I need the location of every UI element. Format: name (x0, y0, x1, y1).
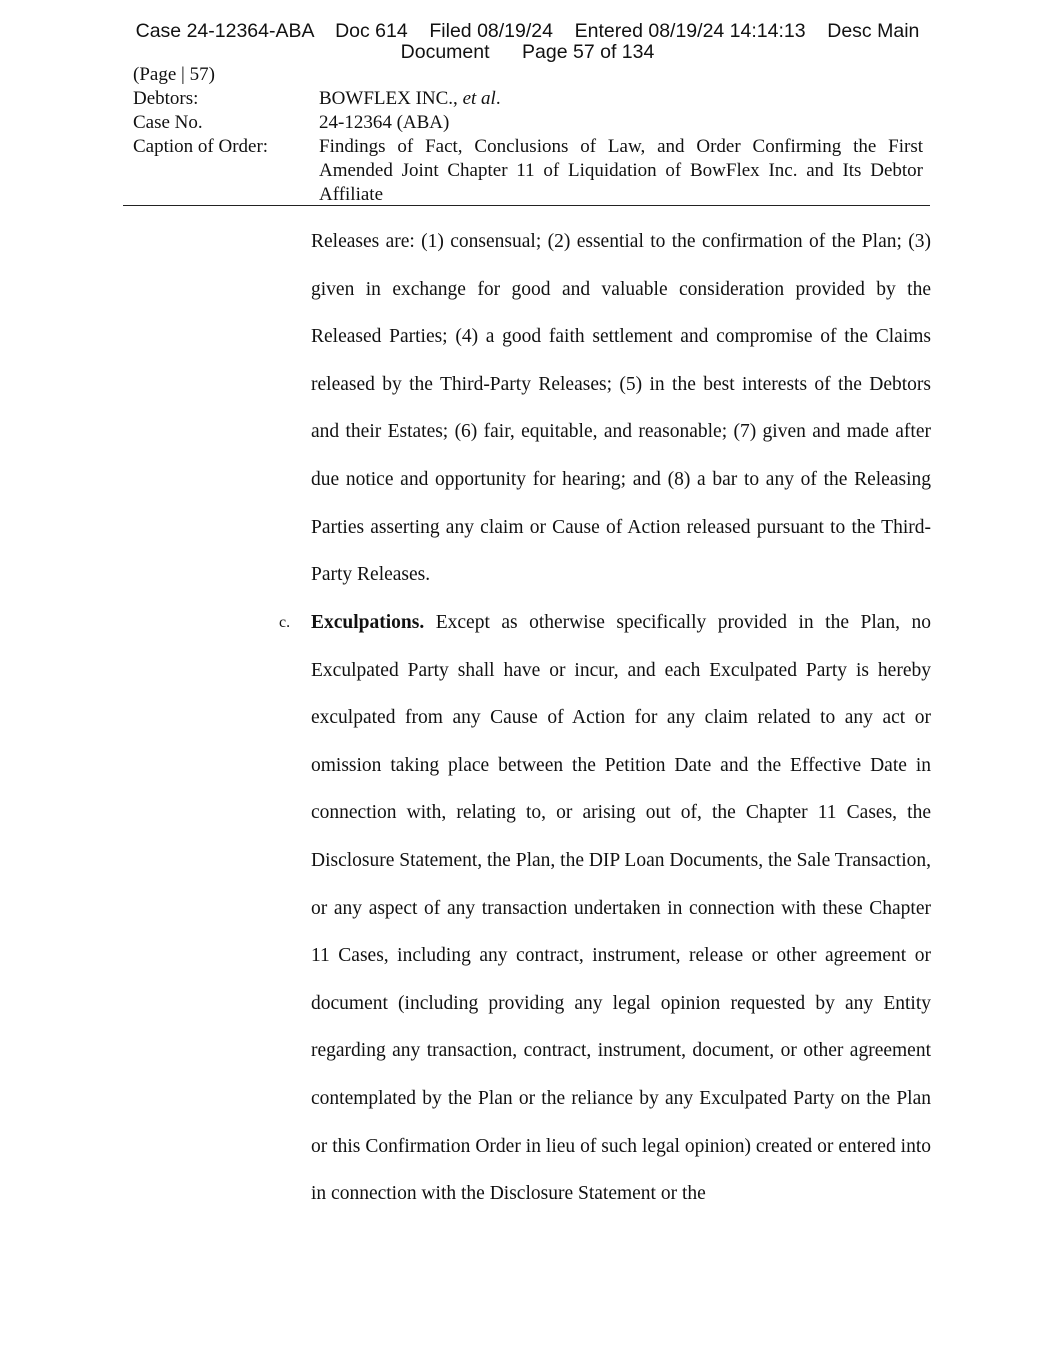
debtors-name: BOWFLEX INC., (319, 88, 463, 109)
debtors-label: Debtors: (133, 88, 199, 109)
caption-divider (123, 205, 930, 206)
caption-debtors-row (133, 87, 923, 111)
exculpations-text: Except as otherwise specifically provided in the Plan, no Exculpated Party shall have or incur, and each Exculpated Party is hereby exculpated from any Cause of Action for any claim related to any act or omission taking place between the Petition Date and the Effective Date in connection with, relating to, or arising out of, the Chapter 11 Cases, the Disclosure Statement, the Plan, the DIP Loan Documents, the Sale Transaction, or any aspect of any transaction undertaken in connection with these Chapter 11 Cases, including any contract, instrument, release or other agreement or document (including providing any legal opinion requested by any Entity regarding any transaction, contract, instrument, document, or other agreement contemplated by the Plan or the reliance by any Exculpated Party on the Plan or this Confirmation Order in lieu of such legal opinion) created or entered into in connection with the Disclosure Statement or the (311, 612, 931, 1205)
filing-stamp-line2: Document Page 57 of 134 (400, 41, 655, 63)
filing-stamp-line1: Case 24-12364-ABA Doc 614 Filed 08/19/24 Entered 08/19/24 14:14:13 Desc Main (135, 20, 920, 42)
debtors-value (319, 87, 923, 111)
item-c-letter: c. (279, 614, 291, 631)
caption-page-ref: (Page | 57) (133, 64, 215, 85)
case-number-value: 24-12364 (ABA) (319, 112, 450, 133)
case-caption (133, 63, 923, 207)
exculpations-paragraph (311, 599, 931, 1218)
debtors-etal: et al (462, 88, 496, 109)
caption-case-row (133, 111, 923, 135)
case-number-label: Case No. (133, 112, 203, 133)
exculpations-heading: Exculpations. (311, 612, 425, 633)
order-caption-label: Caption of Order: (133, 136, 269, 157)
caption-order-row (133, 135, 923, 207)
caption-page-row (133, 63, 923, 87)
order-caption-value: Findings of Fact, Conclusions of Law, and Order Confirming the First Amended Joint Chapter 11 of Liquidation of BowFlex Inc. and Its Debtor Affiliate (319, 136, 923, 205)
debtors-period: . (495, 88, 501, 109)
releases-paragraph: Releases are: (1) consensual; (2) essential to the confirmation of the Plan; (3) given in exchange for good and valuable consideration provided by the Released Parties; (4) a good faith settlement and compromise of the Claims released by the Third-Party Releases; (5) in the best interests of the Debtors and their Estates; (6) fair, equitable, and reasonable; (7) given and made after due notice and opportunity for hearing; and (8) a bar to any of the Releasing Parties asserting any claim or Cause of Action released pursuant to the Third-Party Releases. (311, 231, 931, 586)
